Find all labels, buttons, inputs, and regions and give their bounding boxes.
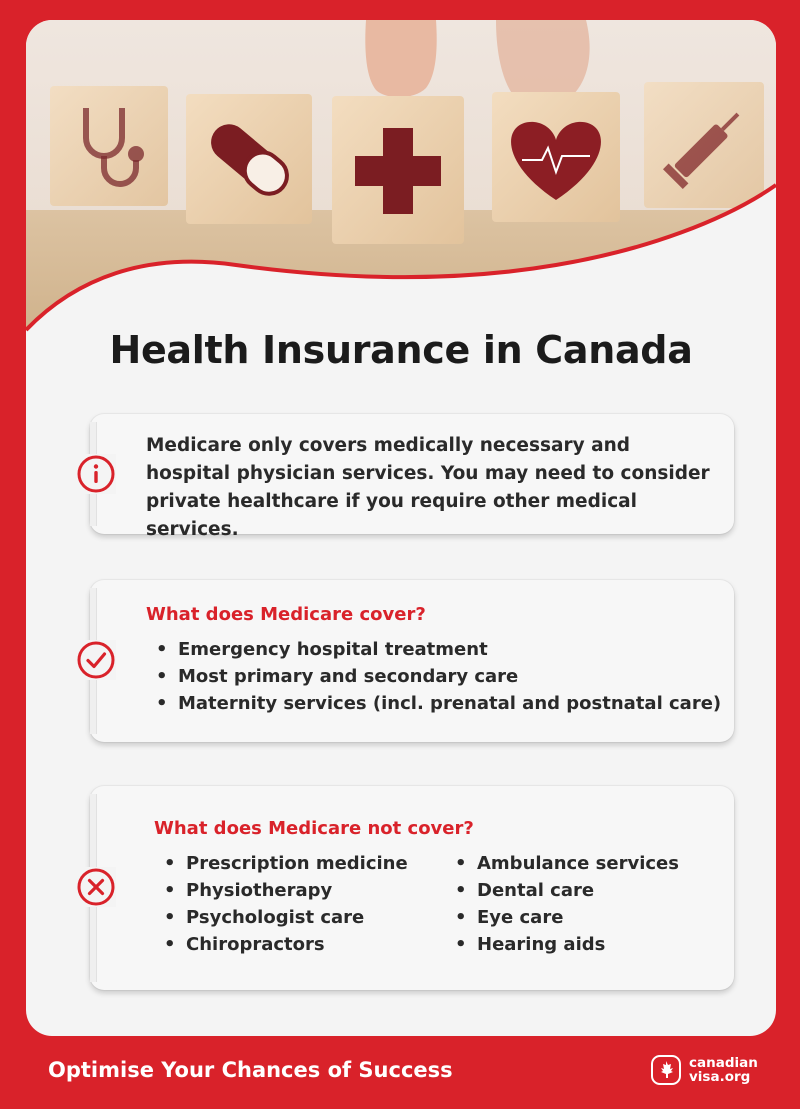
not-covered-heading: What does Medicare not cover? — [154, 818, 474, 839]
maple-leaf-icon — [651, 1055, 681, 1085]
list-item: • Dental care — [455, 877, 679, 904]
canadianvisa-logo[interactable] — [651, 1055, 758, 1085]
info-icon — [76, 454, 116, 494]
list-item: • Eye care — [455, 904, 679, 931]
hero-image — [26, 20, 776, 350]
check-icon — [76, 640, 116, 680]
cross-block — [332, 96, 464, 244]
footer-tagline: Optimise Your Chances of Success — [48, 1058, 453, 1082]
info-text: Medicare only covers medically necessary and hospital physician services. You may need to consider private healthcare if you require other medical services. — [146, 435, 710, 540]
list-item: • Prescription medicine — [164, 850, 408, 877]
stethoscope-block — [50, 86, 168, 206]
logo-line2: visa.org — [689, 1069, 751, 1085]
info-box — [90, 414, 734, 540]
list-item: • Most primary and secondary care — [156, 663, 721, 690]
list-item: • Chiropractors — [164, 931, 408, 958]
logo-line1: canadian — [689, 1055, 758, 1071]
list-item: • Hearing aids — [455, 931, 679, 958]
not-covered-list-left — [164, 850, 408, 958]
infographic-card — [26, 20, 776, 1036]
list-item: • Emergency hospital treatment — [156, 636, 721, 663]
list-item: • Psychologist care — [164, 904, 408, 931]
x-icon — [76, 867, 116, 907]
covered-heading: What does Medicare cover? — [146, 604, 426, 625]
list-item: • Physiotherapy — [164, 877, 408, 904]
not-covered-box — [90, 786, 734, 990]
not-covered-list-right — [455, 850, 679, 958]
syringe-block — [644, 82, 764, 208]
covered-list — [156, 636, 721, 717]
covered-box — [90, 580, 734, 742]
pill-block — [186, 94, 312, 224]
page-title: Health Insurance in Canada — [109, 328, 693, 372]
heart-block — [492, 92, 620, 222]
list-item: • Ambulance services — [455, 850, 679, 877]
list-item: • Maternity services (incl. prenatal and postnatal care) — [156, 690, 721, 717]
